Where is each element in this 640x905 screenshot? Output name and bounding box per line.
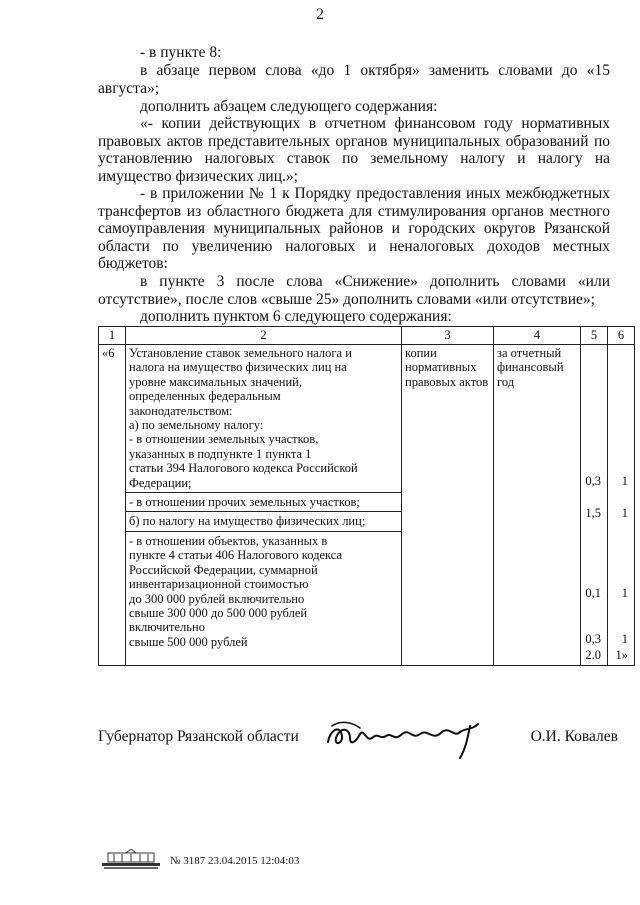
paragraph-add-abzac: дополнить абзацем следующего содержания: — [140, 98, 438, 115]
table-header-row — [99, 327, 635, 345]
criteria-line: указанных в подпункте 1 пункта 1 — [129, 446, 312, 461]
table-header-cell: 6 — [608, 327, 635, 345]
criteria-subsection — [126, 531, 401, 649]
paragraph-quoted-addition: «- копии действующих в отчетном финансовом году нормативных правовых актов представительных органов муниципальных образований по установлению налоговых ставок по земельному налогу и налогу на имущество физических лиц.»; — [98, 115, 610, 185]
criteria-line: пункте 4 статьи 406 Налогового кодекса — [129, 548, 343, 563]
paragraph-item-3: в пункте 3 после слова «Снижение» дополнить словами «или отсутствие», после слов «свыше 25» дополнить словами «или отсутствие»; — [98, 273, 610, 308]
criteria-subsection — [126, 511, 401, 528]
criteria-line: до 300 000 рублей включительно — [129, 591, 305, 606]
registration-stamp: № 3187 23.04.2015 12:04:03 — [170, 855, 300, 867]
criteria-line: законодательством: — [129, 403, 233, 418]
amendment-table — [98, 326, 635, 666]
weight-value: 1 — [621, 586, 628, 600]
criteria-line: инвентаризационной стоимостью — [129, 577, 309, 592]
value-column-5 — [581, 345, 608, 666]
weight-value: 1 — [621, 506, 628, 520]
handwritten-signature — [320, 712, 490, 762]
criteria-line: включительно — [129, 620, 205, 635]
table-header-cell: 5 — [581, 327, 608, 345]
paragraph-item-8: - в пункте 8: — [140, 44, 222, 61]
criteria-line: а) по земельному налогу: — [129, 418, 264, 433]
value-column-6 — [608, 345, 635, 666]
weight-value: 1» — [615, 648, 628, 662]
criteria-cell — [126, 345, 402, 666]
criteria-line: Российской Федерации, суммарной — [129, 562, 318, 577]
signer-title: Губернатор Рязанской области — [98, 728, 299, 745]
weight-value: 1 — [621, 632, 628, 646]
page-number: 2 — [316, 6, 324, 23]
criteria-line: статьи 394 Налогового кодекса Российской — [129, 461, 358, 476]
table-header-cell: 4 — [494, 327, 581, 345]
paragraph-add-item-6: дополнить пунктом 6 следующего содержания: — [140, 308, 452, 325]
coefficient-value: 0,3 — [585, 632, 601, 646]
criteria-line: Федерации; — [129, 475, 192, 490]
criteria-line: налога на имущество физических лиц на — [129, 360, 347, 375]
period-cell: за отчетный финансовый год — [494, 345, 581, 666]
coefficient-value: 0,1 — [585, 586, 601, 600]
criteria-line: б) по налогу на имущество физических лиц; — [129, 514, 366, 529]
coefficient-value: 1,5 — [585, 506, 601, 520]
coefficient-value: 0,3 — [585, 474, 601, 488]
criteria-line: Установление ставок земельного налога и — [129, 346, 352, 360]
documents-cell: копии нормативных правовых актов — [402, 345, 494, 666]
criteria-line: свыше 500 000 рублей — [129, 634, 248, 649]
signature-block — [98, 728, 618, 768]
criteria-line: уровне максимальных значений, — [129, 374, 302, 389]
row-number-cell: «6 — [99, 345, 126, 666]
table-row — [99, 345, 635, 666]
criteria-line: - в отношении объектов, указанных в — [129, 533, 328, 548]
table-header-cell: 3 — [402, 327, 494, 345]
coefficient-value: 2.0 — [585, 648, 601, 662]
criteria-line: - в отношении земельных участков, — [129, 432, 319, 447]
table-header-cell: 1 — [99, 327, 126, 345]
paragraph-appendix-1: - в приложении № 1 к Порядку предоставления иных межбюджетных трансфертов из областного бюджета для стимулирования органов местного самоуправления муниципальных районов и городских округов Рязанской области по увеличению налоговых и неналоговых доходов местных бюджетов: — [98, 185, 610, 273]
government-logo-icon — [100, 849, 162, 871]
criteria-subsection — [126, 492, 401, 509]
paragraph-replace-date: в абзаце первом слова «до 1 октября» заменить словами до «15 августа»; — [98, 62, 610, 97]
criteria-line: свыше 300 000 до 500 000 рублей — [129, 605, 308, 620]
table-header-cell: 2 — [126, 327, 402, 345]
criteria-line: - в отношении прочих земельных участков; — [129, 495, 360, 510]
criteria-line: определенных федеральным — [129, 389, 281, 404]
signer-name: О.И. Ковалев — [530, 728, 618, 745]
weight-value: 1 — [621, 474, 628, 488]
